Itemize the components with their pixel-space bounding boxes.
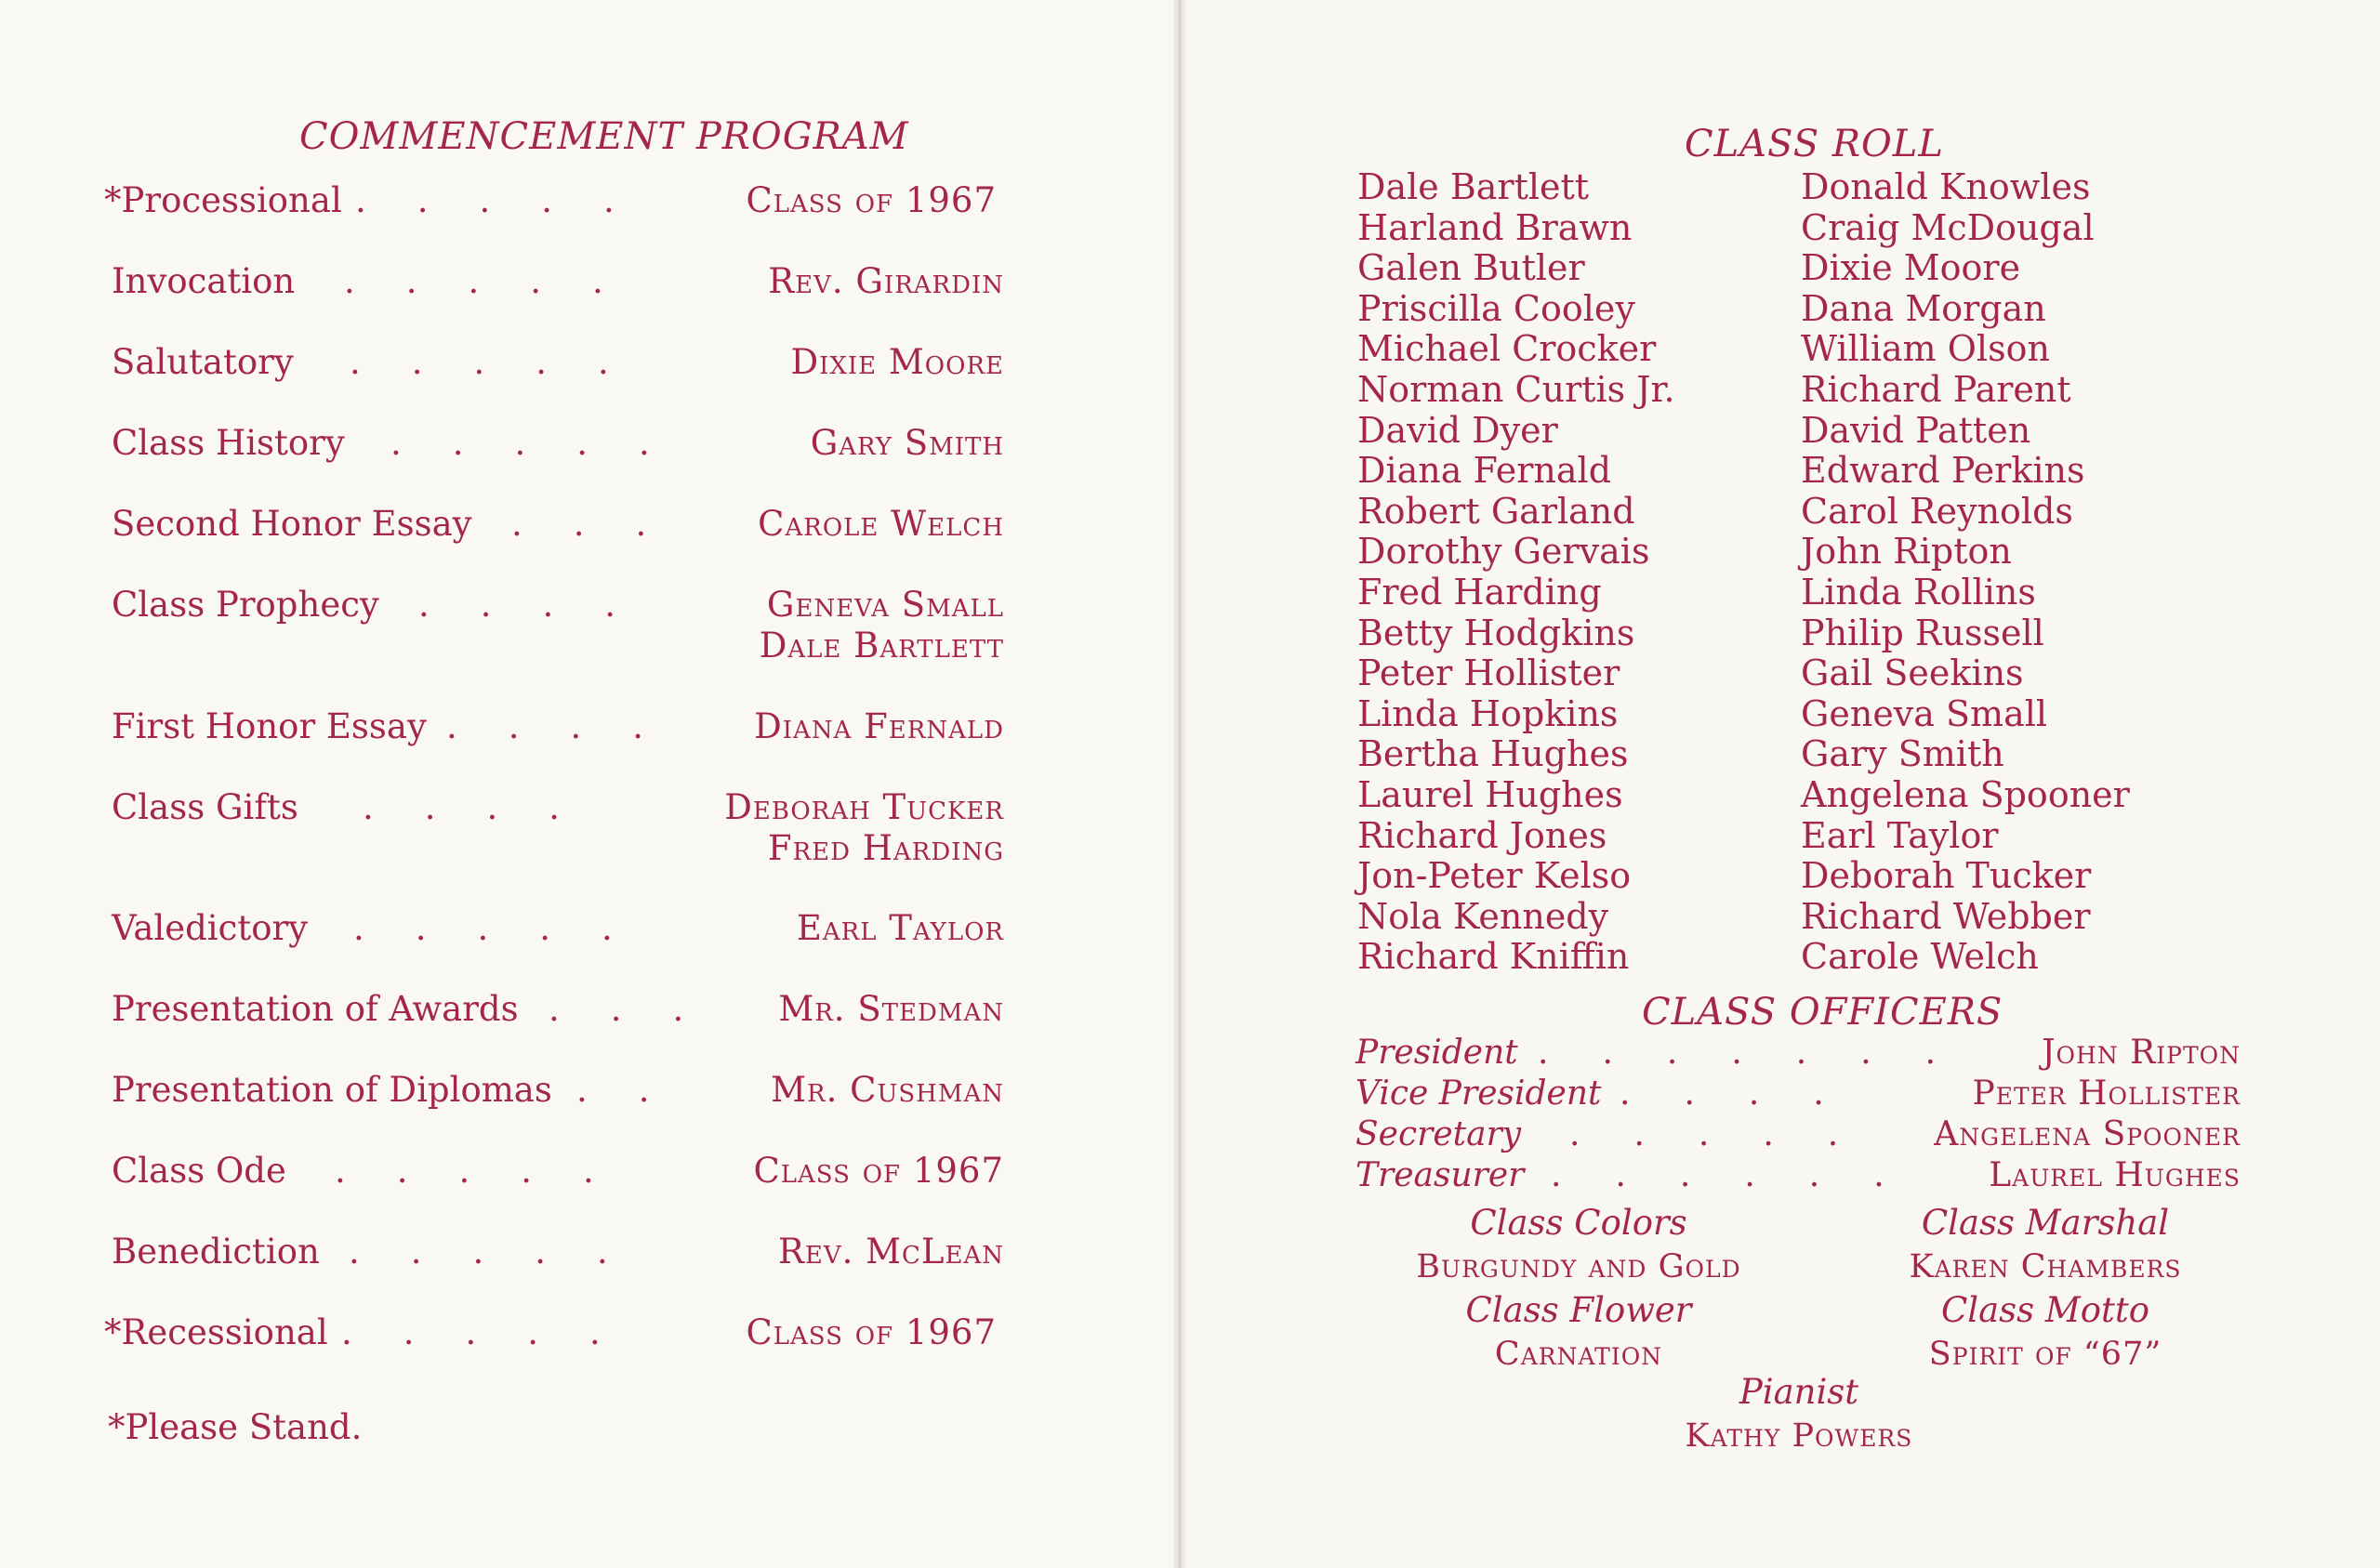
- class-roll-name: David Patten: [1801, 409, 2031, 451]
- class-roll-name: Deborah Tucker: [1801, 855, 2092, 897]
- class-roll-name: Diana Fernald: [1357, 450, 1612, 492]
- class-roll-name: Geneva Small: [1801, 692, 2048, 734]
- program-item-name: Rev. McLean: [778, 1232, 1004, 1272]
- program-item-name: Carole Welch: [758, 504, 1004, 544]
- program-item-name: Geneva Small: [766, 585, 1004, 625]
- program-item-names: [768, 261, 1004, 302]
- class-roll-name: Earl Taylor: [1801, 814, 1999, 856]
- class-colors-title: Class Colors: [1470, 1203, 1687, 1243]
- class-roll-name: Norman Curtis Jr.: [1357, 368, 1675, 410]
- class-officers-title: CLASS OFFICERS: [1642, 991, 2003, 1034]
- leader-dots: ....: [363, 787, 612, 827]
- class-roll-name: Richard Kniffin: [1357, 936, 1630, 978]
- program-item-names: [758, 504, 1004, 545]
- class-flower: [1348, 1288, 1809, 1376]
- program-item-names: [724, 787, 1004, 869]
- program-item-label: Presentation of Diplomas: [112, 1070, 552, 1110]
- program-item-label: Class Prophecy: [112, 585, 379, 625]
- program-item-names: [778, 989, 1004, 1030]
- leader-dots: ...: [511, 504, 698, 544]
- class-roll-name: Gary Smith: [1801, 733, 2004, 775]
- class-flower-value: Carnation: [1494, 1336, 1663, 1373]
- class-marshal: [1841, 1201, 2250, 1288]
- class-roll-title: CLASS ROLL: [1685, 123, 1944, 165]
- officer-role: Treasurer: [1355, 1156, 1525, 1194]
- class-roll-name: Gail Seekins: [1801, 652, 2024, 694]
- class-roll-name: Linda Rollins: [1801, 571, 2036, 613]
- pianist: [1580, 1370, 2017, 1457]
- class-roll-name: Peter Hollister: [1357, 652, 1620, 694]
- leader-dots: .....: [335, 1151, 645, 1191]
- officer-role: Secretary: [1355, 1115, 1522, 1153]
- program-item-name: Fred Harding: [767, 828, 1004, 868]
- program-item-name: Dale Bartlett: [759, 626, 1004, 665]
- program-item-name: Earl Taylor: [796, 908, 1004, 948]
- program-item-label: Presentation of Awards: [112, 989, 519, 1029]
- leader-dots: .....: [344, 261, 654, 301]
- program-item-label: Class History: [112, 423, 345, 463]
- center-fold: [1173, 0, 1186, 1568]
- class-roll-name: Harland Brawn: [1357, 206, 1633, 248]
- program-item-name: Deborah Tucker: [724, 787, 1004, 827]
- program-item-names: [797, 908, 1004, 949]
- leader-dots: ......: [1551, 1156, 1938, 1194]
- class-roll-name: Richard Parent: [1801, 368, 2071, 410]
- class-roll-name: Betty Hodgkins: [1357, 612, 1635, 653]
- class-roll-name: Dale Bartlett: [1357, 166, 1590, 207]
- leader-dots: .....: [353, 908, 664, 948]
- officer-name: Laurel Hughes: [1989, 1156, 2241, 1194]
- class-marshal-title: Class Marshal: [1921, 1203, 2170, 1243]
- leader-dots: .....: [341, 1312, 652, 1352]
- leader-dots: .......: [1538, 1034, 1990, 1072]
- class-roll-name: Carole Welch: [1801, 936, 2039, 978]
- leader-dots: .....: [350, 342, 660, 382]
- program-item-name: Dixie Moore: [790, 342, 1004, 382]
- program-item-name: Rev. Girardin: [768, 261, 1004, 301]
- program-item-names: [778, 1232, 1004, 1272]
- class-colors: [1348, 1201, 1809, 1288]
- program-item-label: *Recessional: [104, 1312, 328, 1352]
- pianist-title: Pianist: [1739, 1372, 1859, 1412]
- class-roll-name: Dorothy Gervais: [1357, 531, 1650, 573]
- leader-dots: ....: [1620, 1074, 1878, 1113]
- class-roll-name: Edward Perkins: [1801, 450, 2085, 492]
- class-motto: [1841, 1288, 2250, 1376]
- leader-dots: .....: [349, 1232, 659, 1272]
- officer-name: Peter Hollister: [1972, 1074, 2241, 1113]
- class-colors-value: Burgundy and Gold: [1416, 1248, 1741, 1285]
- class-roll-name: Linda Hopkins: [1357, 692, 1619, 734]
- leader-dots: ....: [446, 706, 695, 746]
- class-roll-name: Fred Harding: [1357, 571, 1602, 613]
- class-roll-name: Laurel Hughes: [1357, 773, 1623, 815]
- program-item-names: [811, 423, 1004, 464]
- class-roll-name: Nola Kennedy: [1357, 895, 1609, 937]
- class-roll-name: Carol Reynolds: [1801, 490, 2073, 532]
- class-roll-name: William Olson: [1801, 328, 2050, 370]
- class-roll-name: Michael Crocker: [1357, 328, 1657, 370]
- class-flower-title: Class Flower: [1465, 1290, 1692, 1330]
- class-roll-name: Angelena Spooner: [1801, 773, 2130, 815]
- program-item-name: Gary Smith: [810, 423, 1004, 463]
- leader-dots: .....: [1569, 1115, 1893, 1153]
- program-item-name: Mr. Cushman: [771, 1070, 1004, 1110]
- program-item-label: Second Honor Essay: [112, 504, 472, 544]
- leader-dots: ..: [576, 1070, 701, 1110]
- program-item-names: [754, 706, 1004, 747]
- officer-role: Vice President: [1355, 1074, 1602, 1113]
- class-roll-name: Donald Knowles: [1801, 166, 2091, 207]
- officer-name: John Ripton: [2042, 1034, 2241, 1072]
- program-item-label: *Processional: [104, 180, 342, 220]
- program-item-label: Invocation: [112, 261, 296, 301]
- program-item-label: Class Gifts: [112, 787, 298, 827]
- program-item-name: Class of 1967: [746, 180, 997, 220]
- class-roll-name: John Ripton: [1801, 531, 2012, 573]
- class-roll-name: David Dyer: [1357, 409, 1558, 451]
- class-roll-name: Priscilla Cooley: [1357, 287, 1635, 329]
- program-item-label: Class Ode: [112, 1151, 286, 1191]
- leader-dots: ....: [418, 585, 668, 625]
- class-marshal-value: Karen Chambers: [1909, 1248, 2182, 1285]
- officer-role: President: [1355, 1034, 1518, 1072]
- program-item-label: First Honor Essay: [112, 706, 427, 746]
- footnote: *Please Stand.: [108, 1407, 363, 1447]
- program-item-label: Benediction: [112, 1232, 320, 1272]
- program-item-name: Class of 1967: [746, 1312, 997, 1352]
- program-item-name: Diana Fernald: [754, 706, 1004, 746]
- program-title: COMMENCEMENT PROGRAM: [299, 115, 909, 158]
- program-item-names: [753, 1151, 1004, 1192]
- program-item-names: [746, 1312, 997, 1353]
- class-roll-name: Bertha Hughes: [1357, 733, 1629, 775]
- class-roll-name: Jon-Peter Kelso: [1357, 855, 1632, 897]
- class-roll-name: Dixie Moore: [1801, 247, 2021, 289]
- program-item-name: Mr. Stedman: [778, 989, 1004, 1029]
- program-item-names: [790, 342, 1004, 383]
- class-roll-column-1: [1357, 167, 1675, 978]
- program-item-label: Salutatory: [112, 342, 294, 382]
- program-item-names: [771, 1070, 1004, 1111]
- leader-dots: .....: [355, 180, 666, 220]
- class-roll-name: Richard Jones: [1357, 814, 1607, 856]
- class-roll-name: Craig McDougal: [1801, 206, 2095, 248]
- leader-dots: ...: [549, 989, 735, 1029]
- class-roll-name: Galen Butler: [1357, 247, 1585, 289]
- class-motto-value: Spirit of “67”: [1928, 1336, 2162, 1373]
- class-roll-name: Robert Garland: [1357, 490, 1635, 532]
- pianist-value: Kathy Powers: [1685, 1417, 1913, 1455]
- program-item-names: [760, 585, 1004, 666]
- program-item-names: [746, 180, 997, 221]
- class-motto-title: Class Motto: [1940, 1290, 2150, 1330]
- class-roll-name: Philip Russell: [1801, 612, 2044, 653]
- program-item-label: Valedictory: [112, 908, 309, 948]
- program-item-name: Class of 1967: [753, 1151, 1004, 1191]
- class-roll-name: Richard Webber: [1801, 895, 2091, 937]
- leader-dots: .....: [390, 423, 701, 463]
- class-roll-column-2: [1801, 167, 2130, 978]
- officer-name: Angelena Spooner: [1934, 1115, 2241, 1153]
- class-roll-name: Dana Morgan: [1801, 287, 2046, 329]
